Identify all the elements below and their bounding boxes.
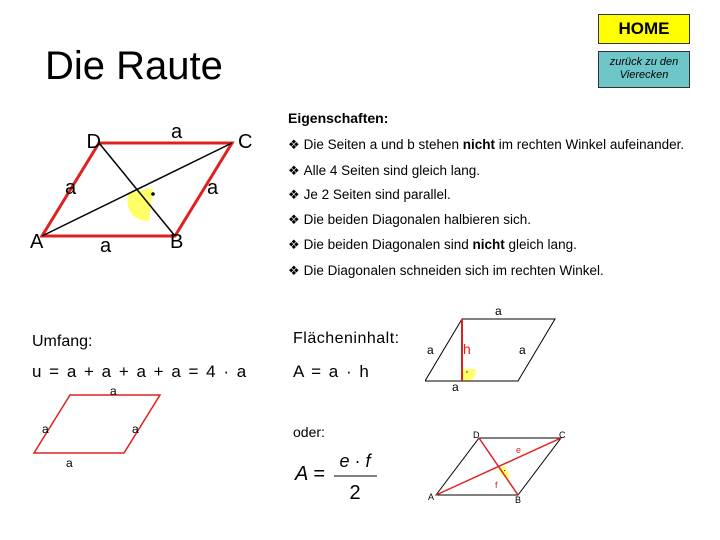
diamond-bullet-icon: ❖ xyxy=(288,163,300,178)
side-label-top: a xyxy=(495,304,502,318)
side-label-right: a xyxy=(519,343,526,357)
page-title: Die Raute xyxy=(45,44,223,88)
formula-numerator: e · f xyxy=(339,451,371,471)
vertex-label-a: A xyxy=(428,492,435,502)
property-item: ❖ Die Diagonalen schneiden sich im rechten Winkel. xyxy=(288,263,604,278)
perimeter-label: Umfang: xyxy=(32,333,93,350)
side-label-top: a xyxy=(110,384,117,398)
property-item: ❖ Alle 4 Seiten sind gleich lang. xyxy=(288,163,481,178)
height-diagram xyxy=(425,303,575,393)
formula-lhs: A = xyxy=(295,463,325,485)
side-label-bottom: a xyxy=(66,456,73,470)
side-label-left: a xyxy=(427,343,434,357)
height-label: h xyxy=(463,341,471,357)
diagonals-diagram xyxy=(425,428,575,508)
right-angle-dot xyxy=(151,192,155,196)
property-item: ❖ Die Seiten a und b stehen nicht im rechten Winkel aufeinander. xyxy=(288,137,685,152)
diagonal-label-f: f xyxy=(495,480,498,490)
diamond-bullet-icon: ❖ xyxy=(288,137,300,152)
property-item: ❖ Die beiden Diagonalen sind nicht gleich lang. xyxy=(288,237,577,252)
area-label: Flächeninhalt: xyxy=(293,330,400,347)
diagonal-area-formula xyxy=(293,447,393,507)
perimeter-diagram xyxy=(28,383,178,473)
vertex-label-d: D xyxy=(86,131,101,153)
perimeter-rhombus xyxy=(34,395,160,453)
diamond-bullet-icon: ❖ xyxy=(288,237,300,252)
formula-denominator: 2 xyxy=(349,482,361,504)
diamond-bullet-icon: ❖ xyxy=(288,187,300,202)
side-label-bottom: a xyxy=(100,235,112,257)
home-button[interactable]: HOME xyxy=(598,14,690,44)
or-label: oder: xyxy=(293,424,325,440)
vertex-label-b: B xyxy=(515,495,522,505)
diagonal-f xyxy=(479,438,518,495)
property-item: ❖ Die beiden Diagonalen halbieren sich. xyxy=(288,212,532,227)
area-formula: A = a · h xyxy=(293,362,371,381)
property-item: ❖ Je 2 Seiten sind parallel. xyxy=(288,187,451,202)
back-to-quadrilaterals-button[interactable]: zurück zu den Vierecken xyxy=(598,51,690,88)
right-angle-dot: · xyxy=(465,364,469,378)
vertex-label-d: D xyxy=(473,430,480,440)
right-angle-dot: · xyxy=(503,465,506,475)
diagonal-bd xyxy=(99,143,175,236)
side-label-top: a xyxy=(171,121,183,143)
vertex-label-c: C xyxy=(559,430,566,440)
side-label-left: a xyxy=(42,422,49,436)
diamond-bullet-icon: ❖ xyxy=(288,212,300,227)
diagonal-label-e: e xyxy=(516,445,522,455)
side-label-right: a xyxy=(132,422,139,436)
diamond-bullet-icon: ❖ xyxy=(288,263,300,278)
perimeter-formula: u = a + a + a + a = 4 · a xyxy=(32,362,248,381)
properties-heading: Eigenschaften: xyxy=(288,110,389,126)
rhombus-diagram xyxy=(25,118,265,258)
vertex-label-c: C xyxy=(238,131,253,153)
side-label-bottom: a xyxy=(452,380,459,393)
side-label-right: a xyxy=(207,177,219,199)
height-rhombus xyxy=(425,319,555,381)
vertex-label-a: A xyxy=(30,231,44,253)
side-label-left: a xyxy=(65,177,77,199)
vertex-label-b: B xyxy=(170,231,184,253)
